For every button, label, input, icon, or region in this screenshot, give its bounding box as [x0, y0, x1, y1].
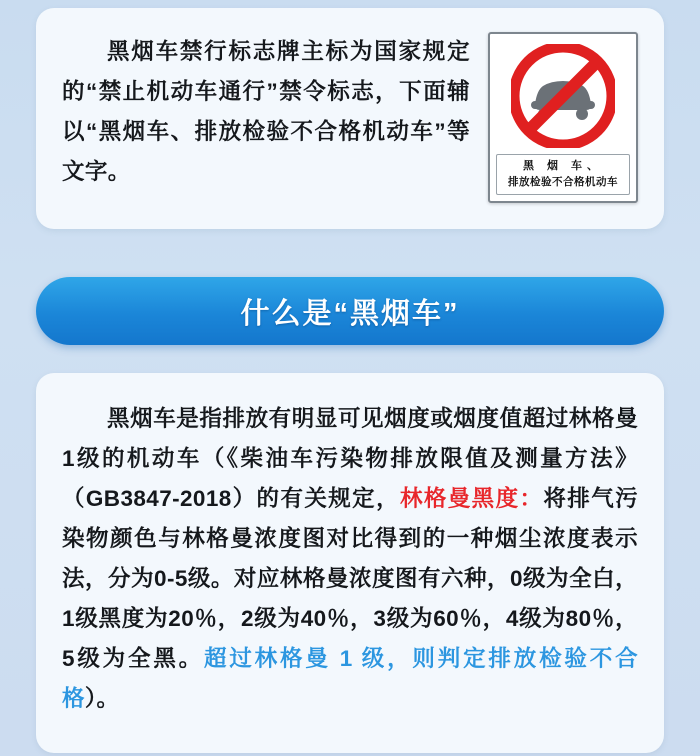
traffic-sign-graphic: [488, 32, 638, 203]
definition-highlight-red: 林格曼黑度：: [399, 486, 544, 511]
intro-paragraph: 黑烟车禁行标志牌主标为国家规定的“禁止机动车通行”禁令标志，下面辅以“黑烟车、排放检验不合格机动车”等文字。: [62, 39, 470, 184]
definition-highlight-blue: 超过林格曼 1 级，则判定排放检验不合格: [62, 646, 638, 711]
sign-caption: [496, 154, 630, 195]
no-motor-vehicle-icon: [511, 44, 615, 148]
section-banner-title: 什么是“黑烟车”: [240, 297, 460, 330]
intro-card: [36, 8, 664, 229]
page-root: [0, 8, 700, 756]
definition-paragraph: [62, 399, 638, 719]
definition-segment: 黑烟车是指排放有明显可见烟度或烟度值超过林格曼1级的机动车（《柴油车污染物排放限值及测量方法》（GB3847-2018）的有关规定，: [62, 406, 638, 511]
sign-caption-line2: 排放检验不合格机动车: [508, 176, 618, 188]
definition-segment: ）。: [84, 686, 120, 711]
section-banner: [36, 277, 664, 345]
definition-segment: 将排气污染物颜色与林格曼浓度图对比得到的一种烟尘浓度表示法，分为0-5级。对应林格曼浓度图有六种，0级为全白，1级黑度为20％，2级为40％，3级为60％，4级为80％，5级为全黑。: [62, 486, 638, 671]
definition-card: [36, 373, 664, 753]
sign-caption-line1: 黑 烟 车、: [522, 160, 604, 172]
